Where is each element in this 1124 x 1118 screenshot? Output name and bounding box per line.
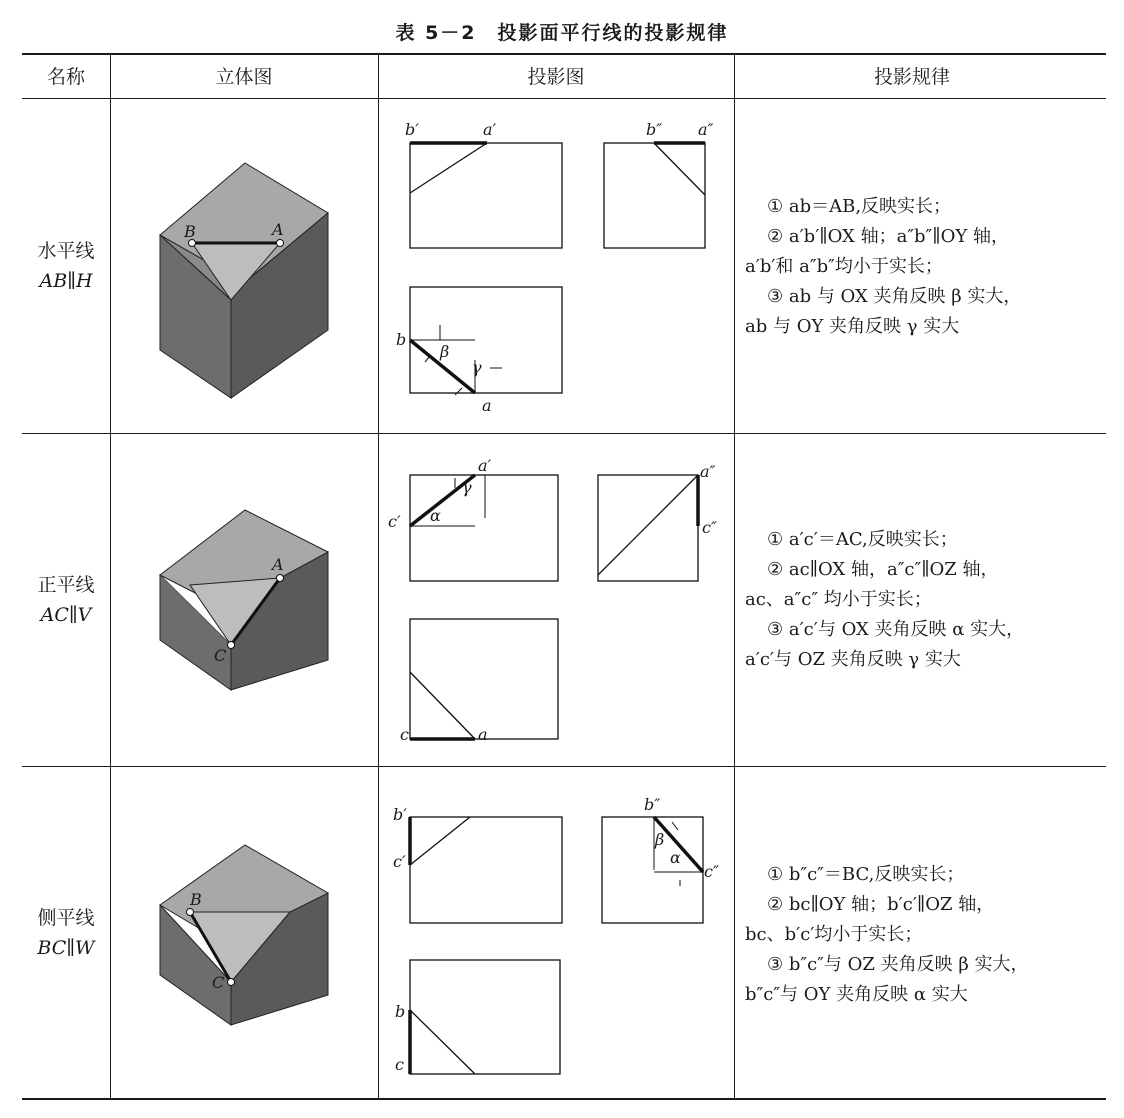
row1-rule-2b: a′b′和 a″b″均小于实长；	[745, 256, 943, 277]
row1-angle-gamma: γ	[472, 358, 482, 377]
row3-rules	[745, 860, 1090, 1010]
row2-label-c: c	[400, 725, 409, 744]
row1-label-b: b	[396, 330, 407, 349]
row3-label-c2: c″	[704, 862, 719, 881]
header-name: 名称	[46, 66, 85, 88]
row3-rule-3: ③ b″c″与 OZ 夹角反映 β 实大，	[767, 954, 1029, 975]
row1-isometric-box	[160, 163, 328, 398]
row3-angle-alpha: α	[670, 848, 681, 867]
header-projection: 投影图	[527, 66, 585, 88]
row2-rule-3b: a′c′与 OZ 夹角反映 γ 实大	[745, 649, 961, 670]
row2-label-a2: a″	[700, 462, 716, 481]
header-3d-view: 立体图	[215, 66, 273, 88]
row1-rule-3: ③ ab 与 OX 夹角反映 β 实大，	[767, 286, 1022, 307]
row2-rule-1: ① a′c′＝AC,反映实长；	[767, 529, 958, 550]
row2-point-c: C	[214, 646, 227, 665]
row1-label-b1: b′	[405, 120, 419, 139]
row1-point-a: A	[272, 220, 284, 239]
row3-rule-2b: bc、b′c′均小于实长；	[745, 924, 923, 945]
row2-rule-2: ② ac∥OX 轴，a″c″∥OZ 轴，	[767, 559, 999, 580]
row2-projections	[410, 475, 698, 739]
row1-label-a1: a′	[483, 120, 497, 139]
row3-isometric-box	[160, 845, 328, 1025]
row2-rules	[745, 525, 1090, 675]
row2-angle-alpha: α	[430, 506, 441, 525]
row1-name: 水平线	[37, 240, 95, 262]
row2-label-c2: c″	[702, 518, 717, 537]
row3-angle-beta: β	[655, 830, 665, 849]
row3-name: 侧平线	[37, 907, 95, 929]
row2-label-c1: c′	[388, 512, 401, 531]
row3-symbol: BC∥W	[37, 937, 95, 959]
row2-rule-3: ③ a′c′与 OX 夹角反映 α 实大，	[767, 619, 1025, 640]
header-rules: 投影规律	[873, 66, 950, 88]
row3-label-b1: b′	[393, 805, 407, 824]
row1-label-b2: b″	[646, 120, 663, 139]
row3-label-c: c	[395, 1055, 404, 1074]
row1-label-a: a	[482, 396, 492, 415]
row1-rule-1: ① ab＝AB,反映实长；	[767, 196, 952, 217]
row2-symbol: AC∥V	[40, 604, 92, 626]
row2-label-a1: a′	[478, 456, 492, 475]
row3-point-c: C	[212, 973, 225, 992]
row3-projections	[410, 817, 703, 1074]
row3-label-b: b	[395, 1002, 406, 1021]
row1-rules	[745, 192, 1090, 342]
row1-projections	[410, 143, 705, 395]
row1-rule-3b: ab 与 OY 夹角反映 γ 实大	[745, 316, 960, 337]
row1-rule-2: ② a′b′∥OX 轴；a″b″∥OY 轴，	[767, 226, 1009, 247]
row2-name: 正平线	[37, 574, 95, 596]
row1-point-b: B	[184, 222, 196, 241]
row3-label-c1: c′	[393, 852, 406, 871]
row2-label-a: a	[478, 725, 488, 744]
row2-isometric-box	[160, 510, 328, 690]
row1-symbol: AB∥H	[39, 270, 93, 292]
row2-angle-gamma: γ	[462, 478, 472, 497]
row2-rule-2b: ac、a″c″ 均小于实长；	[745, 589, 932, 610]
row3-label-b2: b″	[644, 795, 661, 814]
row1-label-a2: a″	[698, 120, 714, 139]
table-title: 表 5－2 投影面平行线的投影规律	[395, 22, 729, 44]
row3-rule-2: ② bc∥OY 轴；b′c′∥OZ 轴，	[767, 894, 995, 915]
row3-point-b: B	[190, 890, 202, 909]
row3-rule-1: ① b″c″＝BC,反映实长；	[767, 864, 965, 885]
row3-rule-3b: b″c″与 OY 夹角反映 α 实大	[745, 984, 968, 1005]
row1-angle-beta: β	[440, 342, 450, 361]
row2-point-a: A	[272, 555, 284, 574]
